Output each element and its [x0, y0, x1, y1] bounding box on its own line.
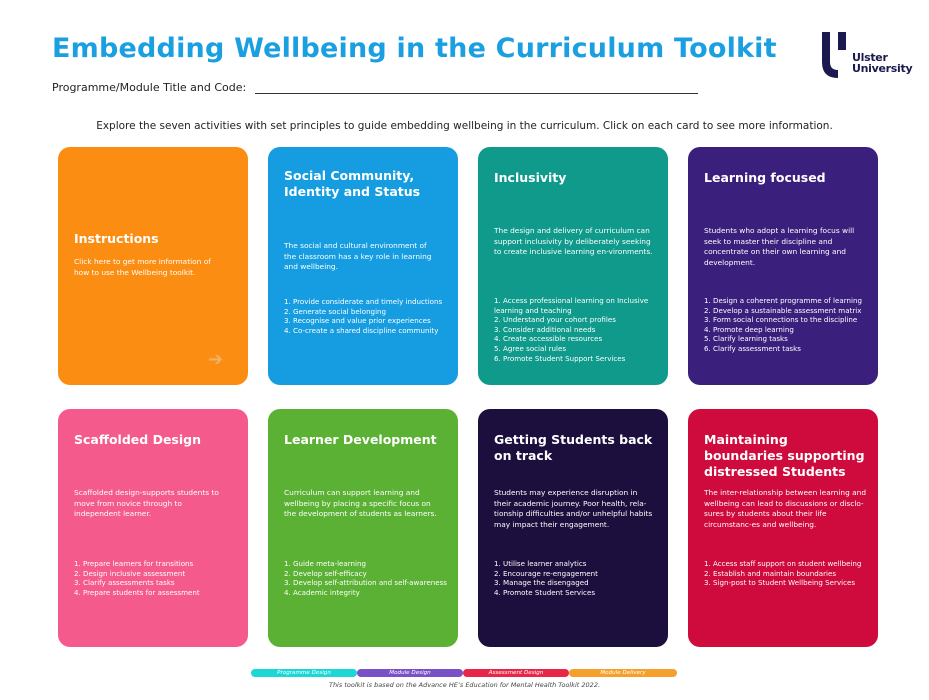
list-item: 2. Generate social belonging	[284, 306, 387, 316]
card-title: Scaffolded Design	[74, 432, 201, 447]
list-item: 2. Develop a sustainable assessment matrix	[704, 305, 862, 315]
programme-input-line[interactable]	[255, 93, 698, 94]
logo-mark-icon	[818, 32, 852, 80]
card-title: Maintaining boundaries supporting distressed Students	[704, 432, 865, 479]
list-item: 2. Understand your cohort profiles	[494, 315, 616, 325]
list-item: 3. Clarify assessments tasks	[74, 578, 175, 588]
list-item: 1. Provide considerate and timely inductions	[284, 297, 443, 306]
list-item: 6. Clarify assessment tasks	[704, 343, 801, 353]
legend-module-design: Module Design	[357, 669, 463, 677]
card-list	[74, 559, 242, 597]
logo-text-line1: Ulster	[852, 51, 888, 64]
intro-text: Explore the seven activities with set principles to guide embedding wellbeing in the curriculum. Click on each card to see more information.	[96, 120, 833, 132]
list-item: 1. Prepare learners for transitions	[74, 559, 194, 568]
logo-text-line2: University	[852, 62, 913, 75]
programme-label: Programme/Module Title and Code:	[52, 81, 247, 94]
list-item: 5. Clarify learning tasks	[704, 334, 788, 344]
card-social-community[interactable]	[268, 147, 458, 385]
card-learning-focused[interactable]	[688, 147, 878, 385]
card-scaffolded-design[interactable]	[58, 409, 248, 647]
credit-note: This toolkit is based on the Advance HE’s Education for Mental Health Toolkit 2022.	[328, 681, 601, 689]
list-item: 4. Promote Student Services	[494, 587, 596, 597]
list-item: 3. Recognise and value prior experiences	[284, 316, 431, 326]
card-title: Social Community, Identity and Status	[284, 168, 421, 199]
list-item: 1. Access staff support on student wellbeing	[704, 559, 862, 568]
card-description: Scaffolded design-supports students to move from novice through to independent learner.	[74, 488, 219, 518]
list-item: 2. Design inclusive assessment	[74, 568, 186, 578]
card-title: Getting Students back on track	[494, 432, 653, 463]
card-description: Click here to get more information of how to use the Wellbeing toolkit.	[74, 257, 211, 277]
card-learner-development[interactable]	[268, 409, 458, 647]
list-item: 1. Design a coherent programme of learning	[704, 296, 862, 305]
card-instructions[interactable]	[58, 147, 248, 385]
list-item: 3. Develop self-attribution and self-awareness	[284, 578, 447, 588]
card-list	[284, 297, 452, 335]
card-list	[494, 296, 662, 363]
card-title: Learner Development	[284, 432, 437, 447]
legend-module-delivery: Module Delivery	[569, 669, 677, 677]
list-item: 1. Access professional learning on Inclusive learning and teaching	[494, 296, 649, 315]
list-item: 1. Guide meta-learning	[284, 559, 367, 568]
list-item: 4. Prepare students for assessment	[74, 587, 200, 597]
card-list	[284, 559, 452, 597]
ulster-university-logo	[818, 32, 913, 82]
arrow-right-icon[interactable]: ➔	[208, 349, 224, 370]
list-item: 4. Promote deep learning	[704, 324, 794, 334]
card-getting-students-back[interactable]	[478, 409, 668, 647]
list-item: 3. Manage the disengaged	[494, 578, 589, 588]
card-title: Inclusivity	[494, 170, 567, 185]
list-item: 3. Sign-post to Student Wellbeing Services	[704, 578, 856, 588]
card-list	[494, 559, 662, 597]
card-description: The design and delivery of curriculum can support inclusivity by deliberately seeking to create inclusive learning en-vironments.	[494, 226, 653, 256]
card-description: The social and cultural environment of the classroom has a key role in learning and wellbeing.	[284, 241, 432, 271]
list-item: 2. Develop self-efficacy	[284, 568, 367, 578]
card-description: The inter-relationship between learning and wellbeing can lead to discussions or disclo-sures by students about their life circumstanc-es and wellbeing.	[704, 488, 867, 529]
list-item: 4. Create accessible resources	[494, 334, 603, 344]
list-item: 4. Co-create a shared discipline community	[284, 325, 439, 335]
list-item: 2. Encourage re-engagement	[494, 568, 598, 578]
card-description: Curriculum can support learning and wellbeing by placing a specific focus on the development of students as learners.	[284, 488, 437, 518]
list-item: 4. Academic integrity	[284, 587, 360, 597]
list-item: 5. Agree social rules	[494, 343, 567, 353]
list-item: 3. Form social connections to the discipline	[704, 315, 858, 325]
card-inclusivity[interactable]	[478, 147, 668, 385]
card-description: Students may experience disruption in their academic journey. Poor health, rela-tionship difficulties and/or unhelpful habits may impact their engagement.	[494, 488, 653, 529]
list-item: 6. Promote Student Support Services	[494, 353, 626, 363]
card-list	[704, 296, 872, 354]
card-maintaining-boundaries[interactable]	[688, 409, 878, 647]
legend-programme-design: Programme Design	[251, 669, 357, 677]
card-list	[704, 559, 872, 588]
list-item: 3. Consider additional needs	[494, 324, 596, 334]
list-item: 1. Utilise learner analytics	[494, 559, 587, 568]
legend-assessment-design: Assessment Design	[463, 669, 569, 677]
page-title: Embedding Wellbeing in the Curriculum Toolkit	[52, 33, 777, 64]
card-description: Students who adopt a learning focus will seek to master their discipline and concentrate on their own learning and development.	[704, 226, 855, 267]
list-item: 2. Establish and maintain boundaries	[704, 568, 837, 578]
card-title: Instructions	[74, 231, 159, 246]
card-title: Learning focused	[704, 170, 826, 185]
